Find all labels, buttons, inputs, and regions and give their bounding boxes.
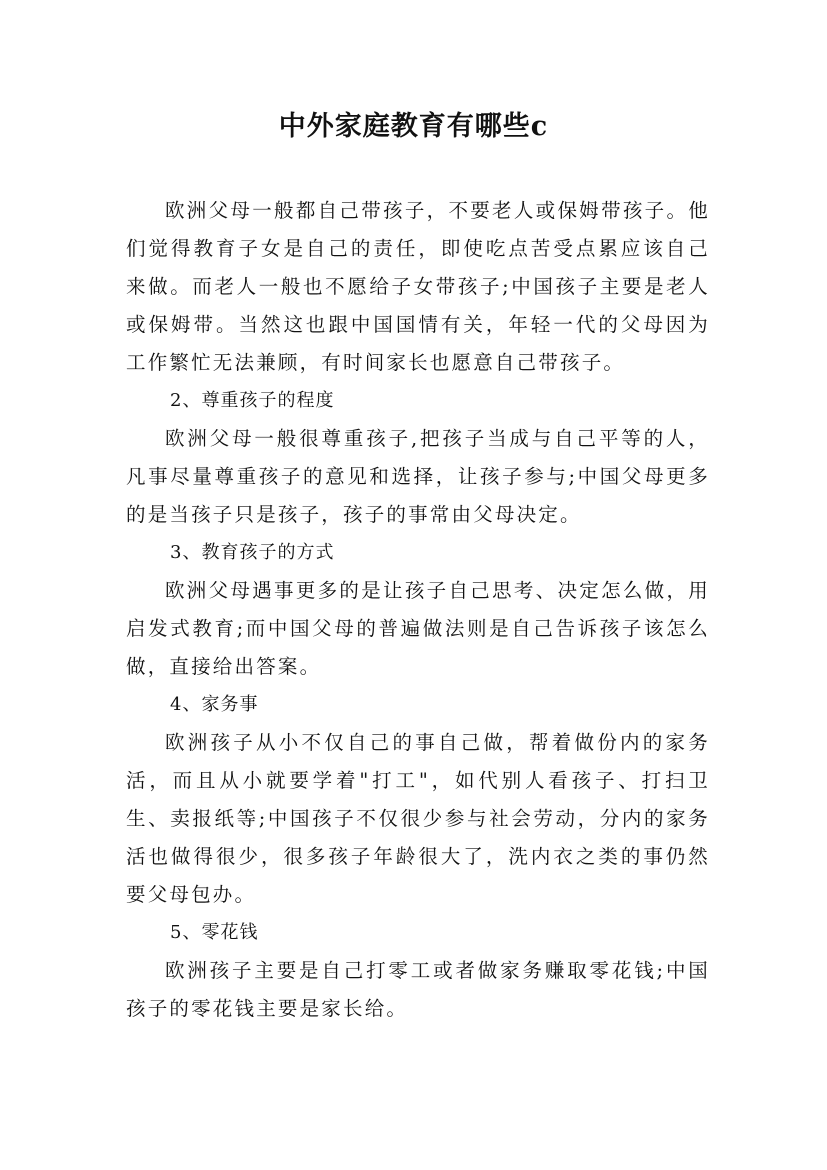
section-heading-education-method: 3、教育孩子的方式 [170, 542, 335, 563]
document-body [126, 192, 710, 1028]
section-heading-housework: 4、家务事 [170, 694, 259, 715]
paragraph-pocket-money: 欧洲孩子主要是自己打零工或者做家务赚取零花钱;中国孩子的零花钱主要是家长给。 [126, 959, 710, 1020]
paragraph-respect: 欧洲父母一般很尊重孩子,把孩子当成与自己平等的人，凡事尽量尊重孩子的意见和选择，让孩子参与;中国父母更多的是当孩子只是孩子，孩子的事常由父母决定。 [126, 427, 710, 526]
paragraph-education-method: 欧洲父母遇事更多的是让孩子自己思考、决定怎么做，用启发式教育;而中国父母的普遍做法则是自己告诉孩子该怎么做，直接给出答案。 [126, 579, 710, 678]
section-heading-respect: 2、尊重孩子的程度 [170, 390, 335, 411]
paragraph-housework: 欧洲孩子从小不仅自己的事自己做，帮着做份内的家务活，而且从小就要学着"打工"，如代别人看孩子、打扫卫生、卖报纸等;中国孩子不仅很少参与社会劳动，分内的家务活也做得很少，很多孩子年龄很大了，洗内衣之类的事仍然要父母包办。 [126, 731, 710, 906]
document-title: 中外家庭教育有哪些c [278, 111, 549, 142]
section-heading-pocket-money: 5、零花钱 [170, 922, 259, 943]
paragraph-parent-care: 欧洲父母一般都自己带孩子，不要老人或保姆带孩子。他们觉得教育子女是自己的责任，即使吃点苦受点累应该自己来做。而老人一般也不愿给子女带孩子;中国孩子主要是老人或保姆带。当然这也跟中国国情有关，年轻一代的父母因为工作繁忙无法兼顾，有时间家长也愿意自己带孩子。 [126, 199, 710, 374]
